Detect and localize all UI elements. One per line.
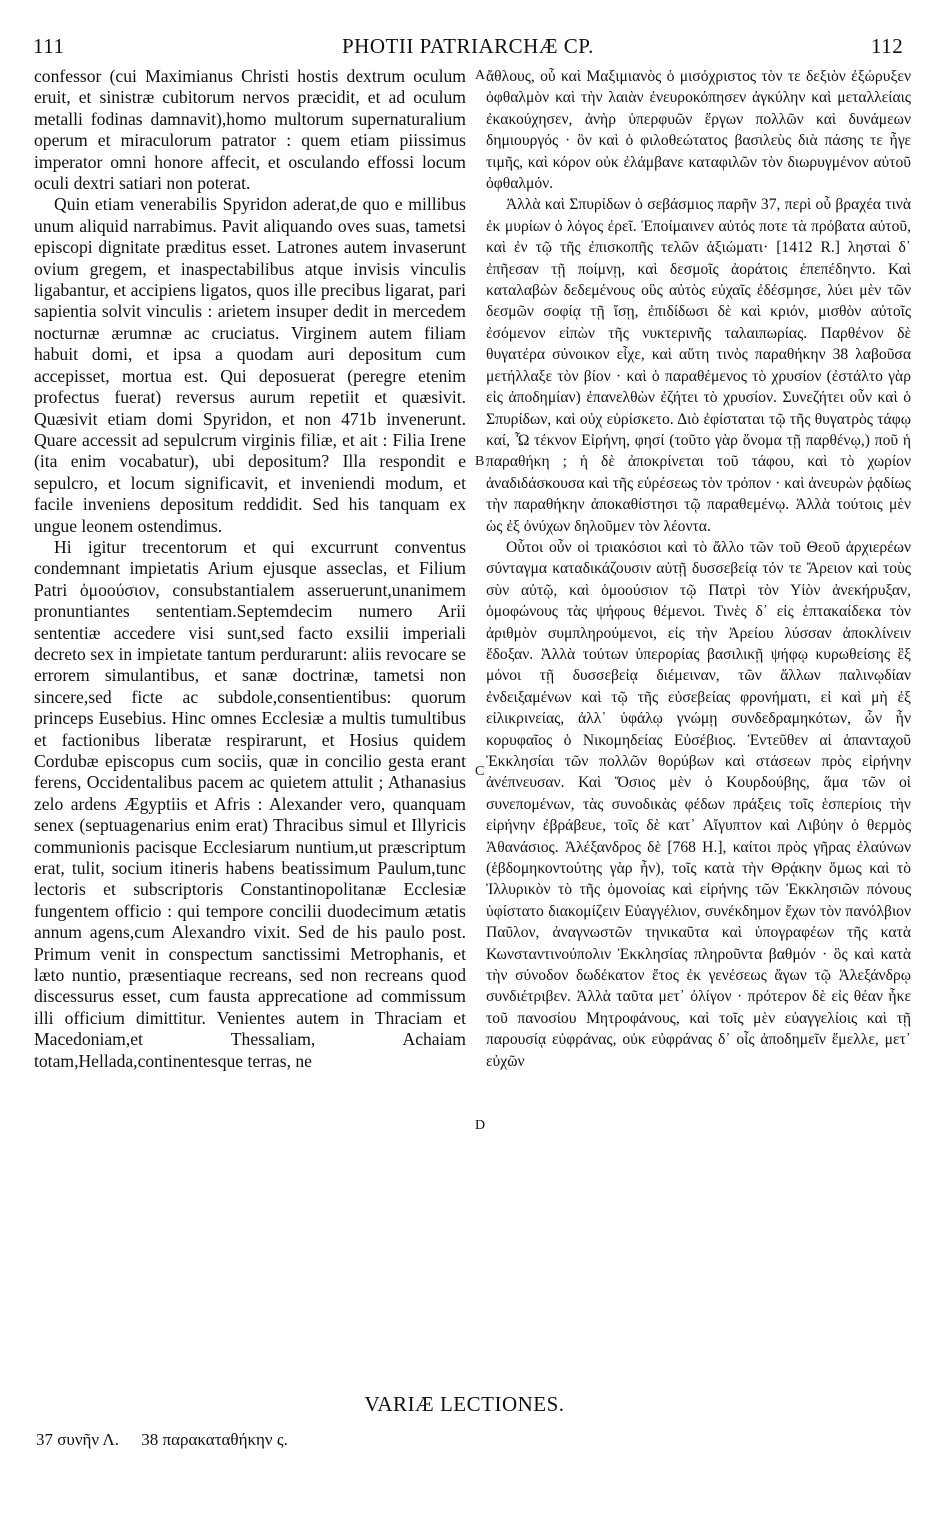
margin-marker-d: D: [475, 1118, 486, 1133]
latin-paragraph-2: Quin etiam venerabilis Spyridon aderat,de quo e millibus unum aliquid narrabimus. Pavit aliquando oves suas, tametsi episcopi dignitate præditus esset. Latrones autem invaserunt ovium gregem, et inaspectabilibus atque invisis vinculis ligabantur, et accipiens ligatos, quos ille precibus ligarat, pari sapientia solvit vinculis : arietem insuper dedit in mercedem nocturnæ ærumnæ ac cruciatus. Virginem autem filiam habuit domi, et ipsa a quodam auri depositum cum accepisset, mortua est. Qui deposuerat (peregre etenim profectus fuerat) reversus aurum repetiit et quæsivit. Quæsivit etiam domi Spyridon, et non 471b invenerunt. Quare accessit ad sepulcrum virginis filiæ, et ait : Filia Irene (ita enim vocabatur), ubi depositum? Illa respondit e sepulcro, et locum significavit, et inveniendi modum, et facile inveniens depositum reddidit. Sed his tanquam ex ungue leonem ostendimus.: [34, 194, 466, 536]
greek-paragraph-3: Οὗτοι οὖν οἱ τριακόσιοι καὶ τὸ ἄλλο τῶν τοῦ Θεοῦ ἀρχιερέων σύνταγμα καταδικάζουσιν αὐτῇ δυσσεβείᾳ τόν τε Ἄρειον καὶ τοὺς σὺν αὐτῷ, καὶ ὁμοούσιον τῷ Πατρὶ τὸν Υἱὸν ἀνεκήρυξαν, ὁμοφώνους τὰς ψήφους θέμενοι. Τινὲς δ᾽ εἰς ἑπτακαίδεκα τὸν ἀριθμὸν συμπληρούμενοι, εἰς τὴν Ἀρείου λύσσαν ἀποκλίνειν ἔδοξαν. Ἀλλὰ τούτων ὑπερορίας βασιλικῇ ψήφῳ κυρωθείσης ἓξ μόνοι τῇ δυσσεβείᾳ διέμειναν, τῶν ἄλλων παλινῳδίαν ἐνδειξαμένων καὶ τῷ τῆς εὐσεβείας φρονήματι, εἰ καὶ μὴ ἐξ εἰλικρινείας, ἀλλ᾽ ὑφάλῳ γνώμῃ συνδεδραμηκότων, ὧν ἦν κορυφαῖος ὁ Νικομηδείας Εὐσέβιος. Ἐντεῦθεν αἱ ἁπανταχοῦ Ἐκκλησίαι τῶν πολλῶν θορύβων καὶ στάσεων πρὸς εἰρήνην ἀνέπνευσαν. Καὶ Ὅσιος μὲν ὁ Κουρδούβης, ἅμα τῶν οἱ συνεπομένων, τὰς συνοδικὰς φέδων πράξεις τοῖς ἑσπερίοις τὴν εἰρήνην ἐβράβευε, τοῖς δὲ κατ᾽ Αἴγυπτον καὶ Λιβύην ὁ θερμὸς Ἀθανάσιος. Ἀλέξανδρος δὲ [768 H.], καίτοι πρὸς γῆρας ἐλαύνων (ἑβδομηκοντούτης γὰρ ἦν), τοῖς κατὰ τὴν Θρᾴκην ὅμως καὶ τὸ Ἰλλυρικὸν τὸ τῆς ὁμονοίας καὶ εἰρήνης τῶν Ἐκκλησιῶν πόνους ὑφίστατο διακομίζειν Εὐαγγέλιον, συνέκδημον ἔχων τὸν πανόλβιον Παῦλον, ἀναγνωστῶν τηνικαῦτα καὶ ὑπογραφέων τῆς κατὰ Κωνσταντινούπολιν Ἐκκλησίας πληροῦντα βαθμόν · ὃς καὶ κατὰ τὴν σύνοδον δωδέκατον ἔτος ἐκ γενέσεως ἄγων τῷ Ἀλεξάνδρῳ συνδιέτριβεν. Ἀλλὰ ταῦτα μετ᾽ ὀλίγον · πρότερον δὲ εἰς θέαν ἧκε τοῦ πανοσίου Μητροφάνους, καὶ τοῖς μὲν εὐαγγελίοις καὶ τῇ παρουσίᾳ εὐφράνας, οὐκ εὐφράνας δ᾽ οἷς ἀποδημεῖν ἔμελλε, μετ᾽ εὐχῶν: [486, 538, 911, 1070]
greek-paragraph-2: Ἀλλὰ καὶ Σπυρίδων ὁ σεβάσμιος παρῆν 37, περὶ οὗ βραχέα τινὰ ἐκ μυρίων ὁ λόγος ἐρεῖ. Ἐποίμαινεν αὐτός ποτε τὰ πρόβατα αὐτοῦ, καὶ ἐν τῷ τῆς ἐπισκοπῆς τελῶν ἀξιώματι· [1412 R.] λησταὶ δ᾽ ἐπῆεσαν τῇ ποίμνῃ, καὶ δεσμοῖς ἀοράτοις ἐπεπέδηντο. Καὶ καταλαβὼν δεδεμένους οὓς αὐτὸς εὐχαῖς ἐδέσμησε, λύει μὲν τῶν δεσμῶν σοφίᾳ τῇ ἴσῃ, ἐπιδίδωσι δὲ καὶ κριόν, μισθὸν αὐτοῖς ἐσόμενον εἰπὼν τῆς νυκτερινῆς ταλαιπωρίας. Παρθένον δὲ θυγατέρα σύνοικον εἶχε, καὶ αὕτη τινὸς παραθήκην 38 λαβοῦσα μετήλλαξε τὸν βίον · καὶ ὁ παραθέμενος τὸ χρυσίον (ἐστάλτο γὰρ εἰς ἀποδημίαν) ἐπανελθὼν ἐζήτει τὸ χρυσίον. Συνεζήτει οὖν καὶ ὁ Σπυρίδων, καὶ οὐχ εὑρίσκετο. Διὸ ἐφίσταται τῷ τῆς θυγατρὸς τάφῳ καί, Ὦ τέκνον Εἰρήνη, φησί (τοῦτο γὰρ ὄνομα τῇ παρθένῳ,) ποῦ ἡ παραθήκη ; ἡ δὲ ἀποκρίνεται τοῦ τάφου, καὶ τὸ χωρίον ἀναδιδάσκουσα καὶ τῆς εὑρέσεως τὸν τρόπον · καὶ ἀνευρὼν ῥᾳδίως τὴν παραθήκην ἀποκαθίστησι τῷ παραθεμένῳ. Ἀλλὰ τούτοις μὲν ὡς ἐξ ὀνύχων δηλοῦμεν τὸν λέοντα.: [486, 196, 911, 535]
greek-paragraph-1: ἄθλους, οὗ καὶ Μαξιμιανὸς ὁ μισόχριστος τὸν τε δεξιὸν ἐξώρυξεν ὀφθαλμὸν καὶ τὴν λαιὰν ἐνευροκόπησεν ἀγκύλην καὶ μεταλλείαις ἐκακούχησεν, ἀνὴρ ὑπερφυῶν ἔργων πολλῶν καὶ δυνάμεων δημιουργός · ὃν καὶ ὁ φιλοθεώτατος βασιλεὺς διὰ πάσης τε ἦγε τιμῆς, καὶ κόρον οὐκ ἐλάμβανε καταφιλῶν τὸν διωρυγμένον αὐτοῦ ὀφθαλμόν.: [486, 68, 911, 193]
page-number-right: 112: [871, 34, 904, 58]
latin-paragraph-1: confessor (cui Maximianus Christi hostis dextrum oculum eruit, et sinistræ cubitorum nervos præcidit, et ad oculum metalli fodinas damnavit),homo multorum supernaturalium operum et miraculorum patrator : quem etiam piissimus imperator omni honore affecit, et osculando effossi locum oculi dextri satiari non poterat.: [34, 66, 466, 194]
latin-column: [34, 66, 466, 1072]
page-header: [0, 34, 929, 60]
variant-note-38: 38 παρακαταθήκην ς.: [141, 1430, 288, 1449]
variant-note-37: 37 συνῆν Λ.: [36, 1430, 119, 1449]
margin-marker-c: C: [475, 764, 485, 779]
variae-lectiones-notes: [36, 1430, 306, 1450]
page-number-left: 111: [33, 34, 65, 58]
variae-lectiones-title: VARIÆ LECTIONES.: [364, 1392, 565, 1416]
margin-marker-b: B: [475, 454, 485, 469]
margin-marker-a: A: [475, 68, 486, 83]
greek-column: [486, 66, 911, 1072]
latin-paragraph-3: Hi igitur trecentorum et qui excurrunt conventus condemnant impietatis Arium ejusque asseclas, et Filium Patri ὁμοούσιον, consubstantialem asseruerunt,unanimem pronuntiantes sententiam.Septemdecim numero Arii sententiæ accedere visi sunt,sed facto exsilii imperiali decreto sex in impietate tantum perdurarunt: aliis revocare se errorem simulantibus, et sanæ doctrinæ, tametsi non sincere,sed ficte ac subdole,consentientibus: quorum princeps Eusebius. Hinc omnes Ecclesiæ a multis tumultibus et factionibus liberatæ respirarunt, et Hosius quidem Cordubæ episcopus cum sociis, quæ in concilio gesta erant ferens, Occidentalibus pacem ac quietem attulit ; Athanasius zelo ardens Ægyptiis et Afris : Alexander vero, quanquam senex (septuagenarius enim erat) Thracibus simul et Illyricis communionis pacisque Ecclesiarum nuntium,ut præscriptum erat, tulit, socium itineris habens beatissimum Paulum,tunc lectoris et subscriptoris Constantinopolitanæ Ecclesiæ fungentem officio : qui tempore concilii duodecimum ætatis annum agens,cum Alexandro vixit. Sed de his paulo post. Primum venit in conspectum sanctissimi Metrophanis, et læto nuntio, præsentiaque recreans, sed non recreans quod discessurus esset, cum fausta apprecatione ad commissum illi officium dimittitur. Venientes autem in Thraciam et Macedoniam,et Thessaliam, Achaiam totam,Hellada,continentesque terras, ne: [34, 536, 466, 1071]
running-title: PHOTII PATRIARCHÆ CP.: [342, 34, 594, 58]
